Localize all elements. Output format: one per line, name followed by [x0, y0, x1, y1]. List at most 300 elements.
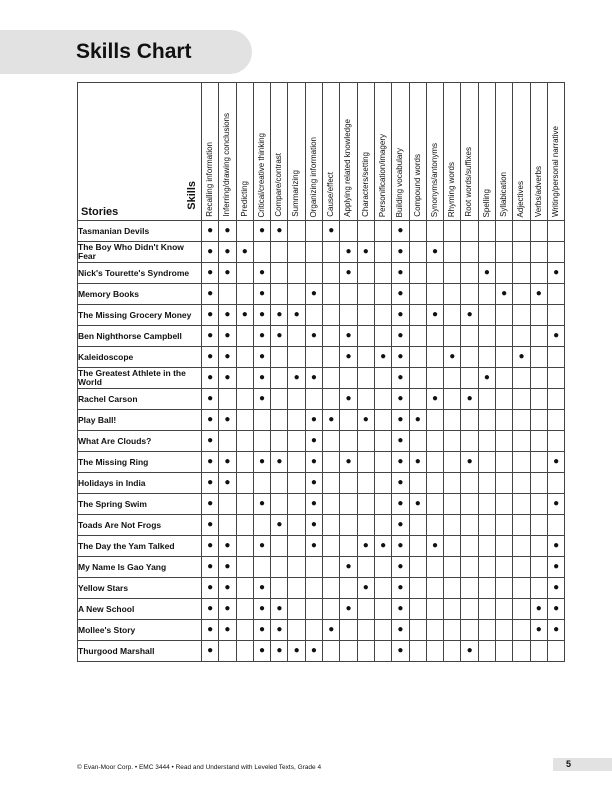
story-name: The Missing Grocery Money [78, 305, 202, 326]
skill-mark-dot: ● [241, 246, 248, 257]
skill-cell [202, 284, 219, 305]
skill-cell [323, 431, 340, 452]
skill-cell [340, 326, 357, 347]
skill-cell [374, 536, 391, 557]
skill-cell [219, 284, 236, 305]
skill-cell [288, 347, 305, 368]
table-row [78, 473, 565, 494]
skill-cell [426, 494, 443, 515]
skill-cell [444, 389, 461, 410]
skill-cell [496, 263, 513, 284]
skill-cell [323, 536, 340, 557]
skill-mark-dot: ● [397, 498, 404, 509]
skill-cell [409, 536, 426, 557]
skill-cell [461, 599, 478, 620]
skill-mark-dot: ● [207, 498, 214, 509]
story-name: What Are Clouds? [78, 431, 202, 452]
skill-label: Syllabication [499, 172, 509, 217]
skill-cell [323, 494, 340, 515]
skill-mark-dot: ● [207, 372, 214, 383]
skill-mark-dot: ● [345, 351, 352, 362]
skill-mark-dot: ● [276, 456, 283, 467]
skill-cell [236, 557, 253, 578]
skill-label: Summarizing [291, 170, 301, 217]
skill-cell [496, 578, 513, 599]
skill-cell [496, 410, 513, 431]
skill-mark-dot: ● [397, 414, 404, 425]
skill-mark-dot: ● [259, 645, 266, 656]
story-name: Toads Are Not Frogs [78, 515, 202, 536]
skill-cell [271, 305, 288, 326]
skill-cell [340, 389, 357, 410]
skill-mark-dot: ● [397, 603, 404, 614]
skill-cell [271, 578, 288, 599]
skill-cell [271, 242, 288, 263]
skill-cell [496, 599, 513, 620]
skill-cell [547, 494, 564, 515]
skill-cell [513, 389, 530, 410]
skill-cell [357, 221, 374, 242]
skill-cell [426, 368, 443, 389]
skill-cell [496, 242, 513, 263]
skill-cell [496, 473, 513, 494]
skill-cell [288, 305, 305, 326]
skill-mark-dot: ● [449, 351, 456, 362]
skill-cell [202, 431, 219, 452]
skill-cell [323, 242, 340, 263]
skill-cell [530, 431, 547, 452]
skill-cell [530, 263, 547, 284]
skill-mark-dot: ● [207, 330, 214, 341]
skill-column-header [357, 83, 374, 221]
skill-cell [305, 431, 322, 452]
skill-cell [288, 620, 305, 641]
skill-cell [219, 641, 236, 662]
skill-cell [478, 242, 495, 263]
skill-label: Applying related knowledge [343, 119, 353, 217]
skill-cell [461, 515, 478, 536]
skill-cell [340, 410, 357, 431]
footer-text: © Evan-Moor Corp. • EMC 3444 • Read and Understand with Leveled Texts, Grade 4 [77, 764, 322, 771]
skill-cell [530, 221, 547, 242]
skill-cell [374, 494, 391, 515]
skill-cell [444, 515, 461, 536]
skill-mark-dot: ● [224, 267, 231, 278]
skill-cell [271, 326, 288, 347]
skill-cell [547, 536, 564, 557]
skill-mark-dot: ● [224, 225, 231, 236]
skill-mark-dot: ● [293, 309, 300, 320]
skill-mark-dot: ● [224, 603, 231, 614]
skill-mark-dot: ● [259, 330, 266, 341]
story-name: Nick's Tourette's Syndrome [78, 263, 202, 284]
skill-cell [374, 557, 391, 578]
skill-cell [513, 410, 530, 431]
skill-cell [202, 536, 219, 557]
skill-label: Personification/imagery [377, 133, 387, 217]
skill-mark-dot: ● [310, 372, 317, 383]
skill-mark-dot: ● [535, 624, 542, 635]
story-name: The Missing Ring [78, 452, 202, 473]
skill-cell [530, 620, 547, 641]
skill-cell [271, 221, 288, 242]
table-row [78, 389, 565, 410]
skill-label: Synonyms/antonyms [429, 142, 439, 217]
skill-cell [461, 347, 478, 368]
skill-cell [202, 389, 219, 410]
skill-mark-dot: ● [397, 582, 404, 593]
skill-cell [340, 578, 357, 599]
skill-mark-dot: ● [207, 540, 214, 551]
skill-cell [496, 389, 513, 410]
skill-cell [496, 620, 513, 641]
skill-cell [409, 410, 426, 431]
skill-mark-dot: ● [224, 246, 231, 257]
skill-mark-dot: ● [207, 477, 214, 488]
skill-cell [444, 368, 461, 389]
skill-cell [478, 389, 495, 410]
skill-cell [340, 263, 357, 284]
skill-cell [236, 284, 253, 305]
skill-cell [340, 452, 357, 473]
skill-cell [219, 242, 236, 263]
skill-cell [340, 431, 357, 452]
skill-cell [219, 536, 236, 557]
skill-mark-dot: ● [397, 372, 404, 383]
skill-cell [461, 452, 478, 473]
skill-cell [374, 641, 391, 662]
table-row [78, 263, 565, 284]
table-row [78, 305, 565, 326]
story-name: The Boy Who Didn't Know Fear [78, 242, 202, 263]
skill-mark-dot: ● [328, 624, 335, 635]
skill-cell [357, 452, 374, 473]
skill-cell [496, 431, 513, 452]
skill-cell [271, 515, 288, 536]
skill-cell [236, 347, 253, 368]
skill-mark-dot: ● [397, 330, 404, 341]
skill-cell [547, 620, 564, 641]
skill-mark-dot: ● [328, 225, 335, 236]
skill-cell [323, 263, 340, 284]
skill-mark-dot: ● [431, 540, 439, 551]
skill-cell [340, 284, 357, 305]
skill-mark-dot: ● [397, 624, 404, 635]
skill-column-header [478, 83, 495, 221]
skill-cell [253, 326, 270, 347]
skill-mark-dot: ● [466, 309, 473, 320]
skill-cell [323, 389, 340, 410]
skill-cell [323, 452, 340, 473]
skill-cell [253, 410, 270, 431]
skill-cell [426, 221, 443, 242]
skill-cell [374, 473, 391, 494]
skill-mark-dot: ● [276, 624, 283, 635]
skill-column-header [444, 83, 461, 221]
skill-mark-dot: ● [414, 456, 421, 467]
skill-cell [219, 515, 236, 536]
skill-mark-dot: ● [207, 246, 214, 257]
skill-cell [323, 599, 340, 620]
skill-cell [547, 389, 564, 410]
skill-cell [305, 347, 322, 368]
skill-cell [409, 557, 426, 578]
skill-mark-dot: ● [310, 645, 317, 656]
skill-mark-dot: ● [397, 288, 404, 299]
skill-cell [444, 641, 461, 662]
skill-cell [444, 473, 461, 494]
skill-mark-dot: ● [397, 267, 404, 278]
skill-cell [236, 368, 253, 389]
skill-column-header [202, 83, 219, 221]
skill-cell [340, 305, 357, 326]
skill-mark-dot: ● [553, 330, 560, 341]
skill-mark-dot: ● [224, 477, 231, 488]
table-row [78, 326, 565, 347]
skill-label: Predicting [239, 181, 249, 217]
skill-mark-dot: ● [259, 582, 266, 593]
skill-cell [478, 347, 495, 368]
story-name: Tasmanian Devils [78, 221, 202, 242]
skill-cell [340, 515, 357, 536]
skill-mark-dot: ● [276, 645, 283, 656]
skill-cell [202, 305, 219, 326]
skill-cell [357, 284, 374, 305]
skill-cell [513, 494, 530, 515]
skill-cell [409, 221, 426, 242]
skill-mark-dot: ● [224, 414, 231, 425]
skill-cell [444, 242, 461, 263]
skill-cell [426, 452, 443, 473]
skill-column-header [426, 83, 443, 221]
skill-cell [219, 494, 236, 515]
table-row [78, 431, 565, 452]
skill-cell [409, 494, 426, 515]
skill-cell [444, 305, 461, 326]
skill-cell [271, 347, 288, 368]
skill-cell [478, 515, 495, 536]
skill-mark-dot: ● [310, 477, 317, 488]
skill-mark-dot: ● [207, 393, 214, 404]
story-name: Rachel Carson [78, 389, 202, 410]
skill-cell [357, 620, 374, 641]
skill-cell [236, 242, 253, 263]
skill-cell [236, 305, 253, 326]
skill-mark-dot: ● [207, 435, 214, 446]
skill-mark-dot: ● [345, 603, 352, 614]
skill-mark-dot: ● [397, 351, 404, 362]
skill-cell [461, 389, 478, 410]
skill-cell [323, 515, 340, 536]
skill-cell [392, 263, 409, 284]
skill-cell [323, 221, 340, 242]
skill-mark-dot: ● [362, 540, 369, 551]
table-row [78, 347, 565, 368]
skill-cell [461, 284, 478, 305]
skill-label: Spelling [481, 188, 491, 217]
skill-mark-dot: ● [431, 246, 439, 257]
skill-mark-dot: ● [207, 351, 214, 362]
skill-cell [513, 284, 530, 305]
skill-cell [461, 368, 478, 389]
skill-cell [547, 452, 564, 473]
skill-mark-dot: ● [293, 372, 300, 383]
skill-mark-dot: ● [345, 246, 352, 257]
skill-cell [202, 599, 219, 620]
skill-mark-dot: ● [553, 582, 560, 593]
skill-cell [305, 578, 322, 599]
skill-cell [340, 473, 357, 494]
skill-cell [288, 326, 305, 347]
skill-cell [374, 620, 391, 641]
skill-cell [374, 242, 391, 263]
skill-cell [461, 578, 478, 599]
skill-cell [530, 641, 547, 662]
skill-cell [219, 347, 236, 368]
skill-cell [547, 578, 564, 599]
skill-cell [444, 326, 461, 347]
skill-mark-dot: ● [345, 393, 352, 404]
skill-cell [357, 473, 374, 494]
skill-cell [513, 599, 530, 620]
skill-cell [271, 620, 288, 641]
skill-cell [305, 452, 322, 473]
skill-cell [496, 557, 513, 578]
skill-cell [374, 410, 391, 431]
skill-mark-dot: ● [224, 540, 231, 551]
skill-mark-dot: ● [553, 498, 560, 509]
skill-cell [357, 515, 374, 536]
skill-mark-dot: ● [207, 624, 214, 635]
skill-mark-dot: ● [259, 498, 266, 509]
skill-cell [444, 536, 461, 557]
skill-cell [461, 641, 478, 662]
skill-column-header [288, 83, 305, 221]
skill-mark-dot: ● [259, 288, 266, 299]
skill-cell [392, 326, 409, 347]
skill-cell [219, 473, 236, 494]
skill-cell [461, 410, 478, 431]
skill-mark-dot: ● [207, 288, 214, 299]
skills-table [77, 82, 565, 662]
table-row [78, 494, 565, 515]
skill-cell [374, 263, 391, 284]
skill-cell [530, 473, 547, 494]
skill-cell [236, 599, 253, 620]
skill-cell [253, 305, 270, 326]
skill-cell [323, 410, 340, 431]
skill-cell [357, 578, 374, 599]
skill-cell [547, 347, 564, 368]
skill-cell [478, 452, 495, 473]
skill-cell [409, 284, 426, 305]
table-row [78, 515, 565, 536]
skill-cell [305, 515, 322, 536]
skill-cell [202, 641, 219, 662]
story-name: My Name Is Gao Yang [78, 557, 202, 578]
skill-mark-dot: ● [224, 351, 231, 362]
skill-cell [288, 242, 305, 263]
skill-cell [530, 536, 547, 557]
table-body [78, 221, 565, 662]
skill-cell [219, 368, 236, 389]
skill-cell [288, 515, 305, 536]
skill-cell [496, 368, 513, 389]
skill-cell [444, 494, 461, 515]
skill-cell [219, 221, 236, 242]
skill-cell [530, 410, 547, 431]
skill-cell [253, 578, 270, 599]
page-title: Skills Chart [76, 40, 192, 63]
skill-cell [202, 263, 219, 284]
skill-cell [357, 536, 374, 557]
skill-cell [409, 578, 426, 599]
table-row [78, 578, 565, 599]
skill-mark-dot: ● [328, 414, 335, 425]
skill-cell [357, 389, 374, 410]
skill-cell [271, 284, 288, 305]
skill-cell [392, 578, 409, 599]
skill-cell [513, 557, 530, 578]
skill-cell [409, 389, 426, 410]
table-row [78, 599, 565, 620]
skill-mark-dot: ● [259, 225, 266, 236]
skill-cell [547, 515, 564, 536]
skill-cell [236, 515, 253, 536]
skill-cell [305, 305, 322, 326]
skill-mark-dot: ● [276, 519, 283, 530]
skill-cell [496, 452, 513, 473]
skill-label: Characters/setting [360, 152, 370, 217]
story-name: The Spring Swim [78, 494, 202, 515]
skill-cell [547, 641, 564, 662]
skill-cell [253, 242, 270, 263]
skill-cell [444, 620, 461, 641]
skill-cell [461, 221, 478, 242]
skill-cell [253, 368, 270, 389]
skill-cell [219, 263, 236, 284]
skill-mark-dot: ● [466, 456, 473, 467]
skill-mark-dot: ● [310, 288, 317, 299]
skill-cell [288, 221, 305, 242]
skill-column-header [392, 83, 409, 221]
skill-cell [288, 410, 305, 431]
skill-cell [426, 347, 443, 368]
skill-mark-dot: ● [224, 309, 231, 320]
skill-cell [305, 536, 322, 557]
skill-mark-dot: ● [276, 309, 283, 320]
story-name: The Day the Yam Talked [78, 536, 202, 557]
skill-cell [478, 221, 495, 242]
skill-mark-dot: ● [310, 456, 317, 467]
skill-cell [496, 326, 513, 347]
skill-cell [496, 536, 513, 557]
skill-cell [513, 368, 530, 389]
skill-cell [547, 410, 564, 431]
skill-mark-dot: ● [259, 351, 266, 362]
skill-cell [271, 494, 288, 515]
skill-label: Organizing information [308, 136, 318, 217]
skill-mark-dot: ● [241, 309, 248, 320]
skill-mark-dot: ● [276, 603, 283, 614]
skill-cell [340, 536, 357, 557]
skill-mark-dot: ● [518, 351, 525, 362]
skill-mark-dot: ● [397, 477, 404, 488]
skill-cell [426, 599, 443, 620]
skill-cell [340, 221, 357, 242]
skill-cell [357, 326, 374, 347]
skill-cell [305, 641, 322, 662]
